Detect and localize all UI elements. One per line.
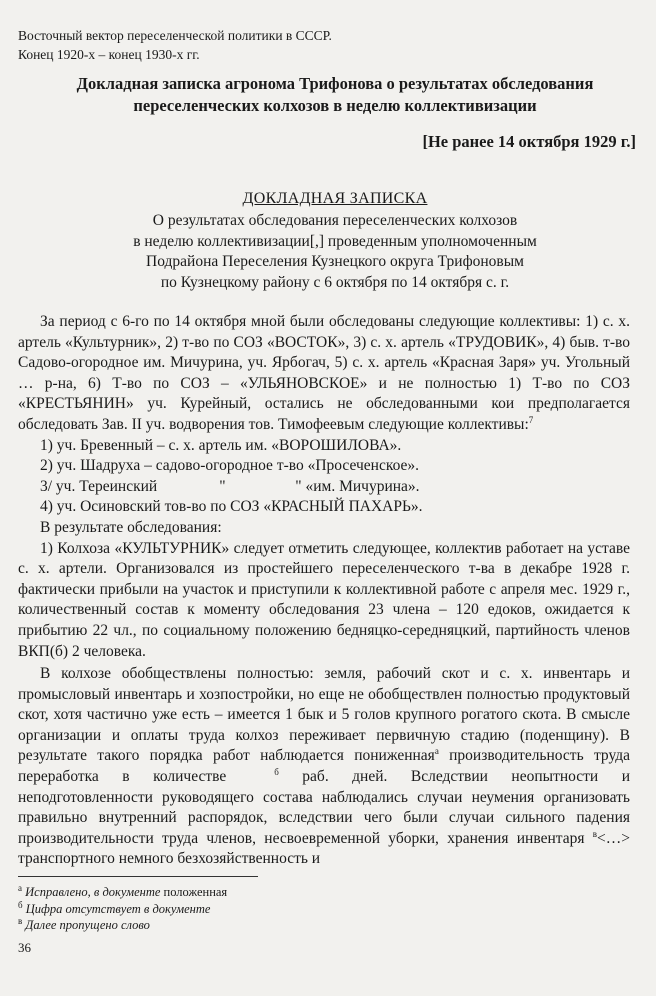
document-title-line-1: Докладная записка агронома Трифонова о результатах обследования — [76, 74, 594, 93]
footnote-divider — [18, 876, 258, 877]
paragraph-text: раб. дней. Вследствии неопытности и неподготовленности руководящего состава наблюдались случаи неумения организовать правильно внутренний распорядок, вследствии чего были случаи сильного падения производительности труда членов, несвоевременной уборки, хранения инвентаря — [18, 768, 630, 847]
memo-body — [18, 312, 630, 870]
document-title — [40, 73, 630, 117]
paragraph-text: В колхозе обобществлены полностью: земля, рабочий скот и с. х. инвентарь и промысловый инвентарь и хозпостройки, но еще не обобществлен полностью продуктовый скот, хотя частично уже есть – имеется 1 бык и 5 голов крупного рогатого скота. В смысле организации и оплаты труда колхоз переживает первичную стадию (поденщину). В результате такого порядка работ наблюдается пониженная — [18, 665, 630, 765]
footnote-reference: 7 — [528, 414, 534, 425]
footnote-text: положенная — [160, 885, 228, 899]
list-item: 3/ уч. Тереинский " " «им. Мичурина». — [40, 477, 420, 495]
paragraph-surveyed-collectives — [18, 312, 630, 436]
memo-subtitle-line-1: О результатах обследования переселенческих колхозов — [152, 212, 518, 229]
footnote — [18, 884, 227, 901]
memo-subtitle-line-4: по Кузнецкому району с 6 октября по 14 октября с. г. — [160, 273, 510, 291]
paragraph-kulturnik: 1) Колхоза «КУЛЬТУРНИК» следует отметить следующее, коллектив работает на уставе с. х. артели. Организовался из простейшего переселенческого т-ва в декабре 1928 г. фактически прибыли на участок и приступили к коллективной работе с апреля мес. 1929 г., количественный состав к моменту обследования 23 члена – 120 едоков, ожидается к прибытию 22 чл., по социальному положению бедняцко-середняцкий, партийность членов ВКП(б) 2 человека. — [18, 539, 630, 660]
page-number: 36 — [18, 940, 31, 955]
memo-subtitle — [40, 211, 630, 293]
paragraph-text: За период с 6-го по 14 октября мной были обследованы следующие коллективы: 1) с. х. артель «Культурник», 2) т-во по СОЗ «ВОСТОК», 3) с. х. артель «ТРУДОВИК», 4) быв. т-во Садово-огородное им. Мичурина, уч. Ярбогач, 5) с. х. артель «Красная Заря» уч. Угольный … р-на, 6) Т-во по СОЗ – «УЛЬЯНОВСКОЕ» и не полностью 1) Т-во по СОЗ «КРЕСТЬЯНИН» уч. Курейный, остались не обследованными кои предполагается обследовать Зав. II уч. водворения тов. Тимофеевым следующие коллективы: — [18, 313, 630, 433]
results-intro: В результате обследования: — [40, 518, 222, 536]
paragraph-text: <…> транспортного немного безхозяйственность и — [18, 829, 630, 868]
running-head-line-1: Восточный вектор переселенческой политики в СССР. — [18, 28, 332, 43]
footnote-italic-text: Цифра отсутствует в документе — [25, 901, 211, 916]
running-head — [18, 26, 332, 64]
footnote-reference: а — [434, 746, 439, 757]
running-head-line-2: Конец 1920-х – конец 1930-х гг. — [18, 47, 200, 62]
document-title-line-2: переселенческих колхозов в неделю коллективизации — [133, 96, 537, 115]
memo-subtitle-line-2: в неделю коллективизации[,] проведенным уполномоченным — [133, 232, 537, 250]
paragraph-socialization — [18, 664, 630, 870]
list-item: 4) уч. Осиновский тов-во по СОЗ «КРАСНЫЙ ПАХАРЬ». — [40, 498, 423, 516]
footnote-mark: в — [18, 915, 23, 926]
footnote-italic-text: Исправлено, в документе — [25, 885, 161, 899]
footnote — [18, 901, 227, 918]
footnote-reference: в — [592, 828, 598, 839]
memo-subtitle-line-3: Подрайона Переселения Кузнецкого округа Трифоновым — [146, 253, 524, 270]
list-item: 2) уч. Шадруха – садово-огородное т-во «Просеченское». — [40, 457, 420, 475]
paragraph-text: производительность труда переработка в количестве — [18, 747, 630, 786]
footnote-mark: а — [18, 882, 22, 893]
footnote — [18, 917, 227, 934]
document-date: [Не ранее 14 октября 1929 г.] — [422, 132, 636, 151]
footnotes — [18, 884, 227, 934]
footnote-italic-text: Далее пропущено слово — [25, 918, 150, 932]
footnote-reference: б — [274, 766, 279, 777]
list-item: 1) уч. Бревенный – с. х. артель им. «ВОРОШИЛОВА». — [40, 436, 402, 454]
footnote-mark: б — [18, 899, 23, 910]
memo-heading: ДОКЛАДНАЯ ЗАПИСКА — [242, 190, 428, 207]
